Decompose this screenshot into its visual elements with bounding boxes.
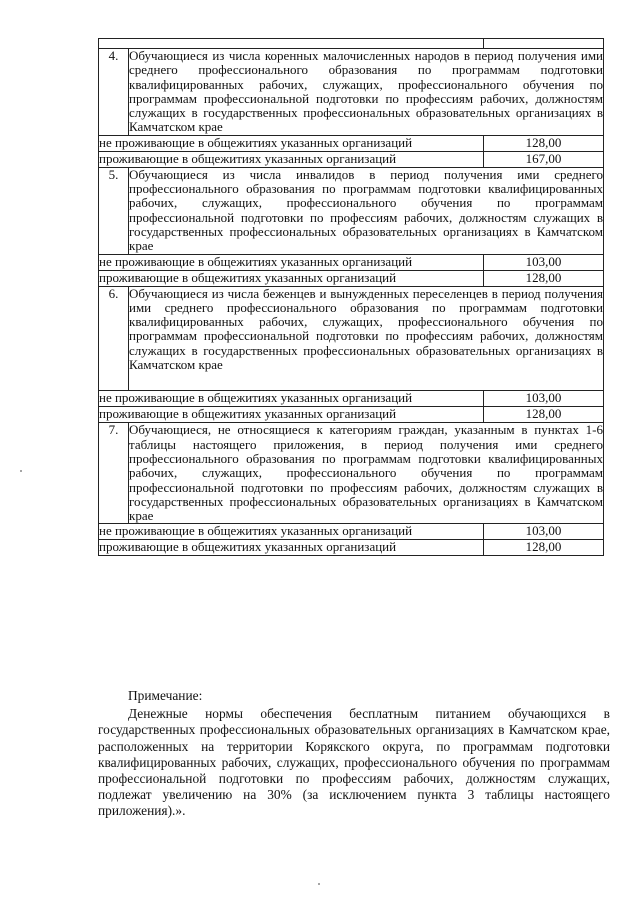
not-in-dorm-label: не проживающие в общежитиях указанных организаций [99,524,484,540]
table-subrow [99,135,604,151]
food-norms-table [98,38,604,556]
table-row [99,423,604,524]
in-dorm-label: проживающие в общежитиях указанных организаций [99,540,484,556]
note-text: Денежные нормы обеспечения бесплатным питанием обучающихся в государственных профессиональных образовательных организациях в Камчатском крае, расположенных на территории Корякского округа, по программам подготовки квалифицированных рабочих, служащих, профессионального обучения по программам профессиональной подготовки по профессиям рабочих, должностям служащих, подлежат увеличению на 30% (за исключением пункта 3 таблицы настоящего приложения).». [98,706,610,819]
table-subrow [99,524,604,540]
scan-speck [318,883,320,885]
in-dorm-label: проживающие в общежитиях указанных организаций [99,151,484,167]
table-subrow [99,391,604,407]
table-subrow [99,407,604,423]
table-subrow [99,540,604,556]
in-dorm-label: проживающие в общежитиях указанных организаций [99,270,484,286]
scan-speck [20,470,22,472]
table-row [99,49,604,136]
row-number: 5. [99,167,129,254]
not-in-dorm-label: не проживающие в общежитиях указанных организаций [99,135,484,151]
not-in-dorm-value: 103,00 [484,391,604,407]
note-section [98,688,610,820]
row-number: 6. [99,286,129,391]
not-in-dorm-label: не проживающие в общежитиях указанных организаций [99,254,484,270]
not-in-dorm-label: не проживающие в общежитиях указанных организаций [99,391,484,407]
in-dorm-value: 128,00 [484,270,604,286]
in-dorm-value: 167,00 [484,151,604,167]
row-description: Обучающиеся, не относящиеся к категориям граждан, указанным в пунктах 1-6 таблицы настоящего приложения, в период получения ими среднего профессионального образования по программам подготовки квалифицированных рабочих, служащих, профессионального обучения по программам профессиональной подготовки по профессиям рабочих, должностям служащих в государственных профессиональных образовательных организациях в Камчатском крае [129,422,603,524]
in-dorm-value: 128,00 [484,407,604,423]
table-row [99,167,604,254]
not-in-dorm-value: 128,00 [484,135,604,151]
table-row [99,286,604,391]
row-number: 7. [99,423,129,524]
row-description: Обучающиеся из числа беженцев и вынужденных переселенцев в период получения ими среднего профессионального образования по программам подготовки квалифицированных рабочих, служащих, профессионального обучения по программам профессиональной подготовки по профессиям рабочих, должностям служащих в государственных профессиональных образовательных организациях в Камчатском крае [129,286,604,391]
table-subrow [99,254,604,270]
not-in-dorm-value: 103,00 [484,524,604,540]
in-dorm-value: 128,00 [484,540,604,556]
note-title: Примечание: [128,688,203,703]
row-description: Обучающиеся из числа инвалидов в период получения ими среднего профессионального образования по программам подготовки квалифицированных рабочих, служащих, профессионального обучения по программам профессиональной подготовки по профессиям рабочих, должностям служащих в государственных профессиональных образовательных организациях в Камчатском крае [129,166,603,254]
in-dorm-label: проживающие в общежитиях указанных организаций [99,407,484,423]
row-description: Обучающиеся из числа коренных малочисленных народов в период получения ими среднего профессионального образования по программам подготовки квалифицированных рабочих, служащих, профессионального обучения по программам профессиональной подготовки по профессиям рабочих, должностям служащих в государственных профессиональных образовательных организациях в Камчатском крае [129,48,603,135]
not-in-dorm-value: 103,00 [484,254,604,270]
table-subrow [99,270,604,286]
row-number: 4. [99,49,129,136]
table-subrow [99,151,604,167]
table-top-row [99,39,604,49]
